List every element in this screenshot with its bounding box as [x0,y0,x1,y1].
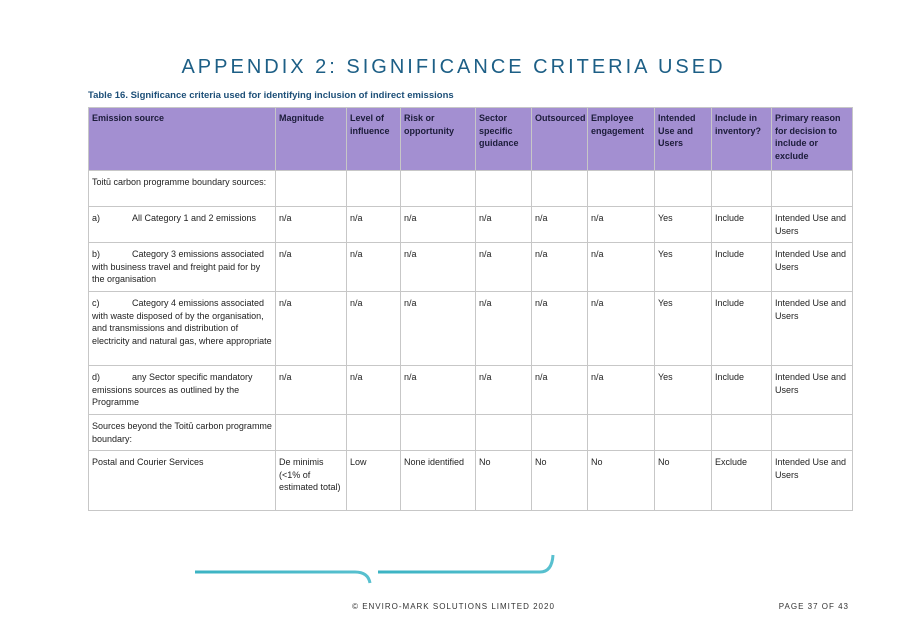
table-cell: n/a [588,243,655,292]
table-cell: Yes [655,292,712,366]
table-cell: n/a [276,243,347,292]
table-cell: n/a [276,292,347,366]
table-cell [588,415,655,451]
table-cell: No [655,451,712,511]
table-cell [712,171,772,207]
page-title: APPENDIX 2: SIGNIFICANCE CRITERIA USED [181,56,726,78]
table-cell: Exclude [712,451,772,511]
table-cell: n/a [476,366,532,415]
table-cell: Intended Use and Users [772,243,853,292]
table-cell: n/a [401,366,476,415]
table-cell: n/a [532,243,588,292]
table-cell: n/a [532,207,588,243]
table-cell [772,415,853,451]
table-cell: n/a [347,243,401,292]
source-text: Category 3 emissions associated with business travel and freight paid for by the organisation [92,249,265,284]
table-cell: Intended Use and Users [772,366,853,415]
table-cell [655,415,712,451]
table-row [89,207,853,243]
footer-page-number: PAGE 37 OF 43 [778,602,849,611]
header-risk-or-opportunity: Risk or opportunity [401,108,476,171]
table-cell [347,415,401,451]
table-cell: n/a [276,366,347,415]
table-cell: n/a [347,292,401,366]
table-cell: Intended Use and Users [772,207,853,243]
table-cell: Include [712,243,772,292]
source-text: Toitū carbon programme boundary sources: [92,177,267,187]
table-cell: n/a [401,207,476,243]
table-cell: None identified [401,451,476,511]
table-cell: n/a [532,366,588,415]
row-label: b) [92,249,101,259]
header-include-in-inventory: Include in inventory? [712,108,772,171]
table-cell: n/a [532,292,588,366]
table-cell: n/a [476,292,532,366]
table-cell [712,415,772,451]
table-row [89,292,853,366]
header-employee-engagement: Employee engagement [588,108,655,171]
table-cell: n/a [476,207,532,243]
table-cell: n/a [476,243,532,292]
table-caption: Table 16. Significance criteria used for identifying inclusion of indirect emissions [88,90,454,101]
table-cell: Yes [655,243,712,292]
table-row [89,243,853,292]
table-cell: n/a [276,207,347,243]
table-row [89,366,853,415]
emission-source-cell [89,171,276,207]
table-cell [772,171,853,207]
table-cell: No [588,451,655,511]
emission-source-cell [89,292,276,366]
table-cell: Intended Use and Users [772,451,853,511]
header-emission-source: Emission source [89,108,276,171]
emission-source-cell [89,415,276,451]
table-cell [476,171,532,207]
emission-source-cell [89,366,276,415]
header-primary-reason: Primary reason for decision to include or exclude [772,108,853,171]
table-cell: Include [712,207,772,243]
header-magnitude: Magnitude [276,108,347,171]
table-cell [401,171,476,207]
table-cell: Yes [655,366,712,415]
source-text: Sources beyond the Toitū carbon programme boundary: [92,421,272,444]
table-cell [476,415,532,451]
table-row [89,451,853,511]
table-cell: n/a [588,292,655,366]
table-cell: Low [347,451,401,511]
source-text: Category 4 emissions associated with waste disposed of by the organisation, and transmissions and distribution of electricity and natural gas, where appropriate [92,298,272,346]
table-cell: n/a [347,207,401,243]
row-label: a) [92,213,101,223]
emission-source-cell [89,243,276,292]
table-cell: n/a [588,207,655,243]
footer-wave-decoration [0,545,907,585]
table-cell: De minimis (<1% of estimated total) [276,451,347,511]
table-cell [655,171,712,207]
header-sector-guidance: Sector specific guidance [476,108,532,171]
table-cell: Include [712,366,772,415]
table-header-row [89,108,853,171]
header-outsourced: Outsourced [532,108,588,171]
emission-source-cell [89,451,276,511]
table-cell: n/a [401,243,476,292]
row-label: c) [92,298,100,308]
table-cell: No [476,451,532,511]
table-cell: No [532,451,588,511]
table-cell [532,415,588,451]
row-label: d) [92,372,101,382]
table-cell: Yes [655,207,712,243]
significance-table [88,107,853,511]
table-row [89,415,853,451]
table-cell [532,171,588,207]
source-text: Postal and Courier Services [92,457,204,467]
table-cell [276,415,347,451]
table-cell [276,171,347,207]
table-cell: n/a [347,366,401,415]
footer-copyright: © ENVIRO-MARK SOLUTIONS LIMITED 2020 [352,602,555,611]
table-cell: Intended Use and Users [772,292,853,366]
table-cell [347,171,401,207]
header-intended-use: Intended Use and Users [655,108,712,171]
table-cell: n/a [401,292,476,366]
source-text: All Category 1 and 2 emissions [132,213,257,223]
table-row [89,171,853,207]
table-cell: n/a [588,366,655,415]
header-level-of-influence: Level of influence [347,108,401,171]
table-cell [588,171,655,207]
table-cell: Include [712,292,772,366]
source-text: any Sector specific mandatory emissions sources as outlined by the Programme [92,372,253,407]
emission-source-cell [89,207,276,243]
table-cell [401,415,476,451]
